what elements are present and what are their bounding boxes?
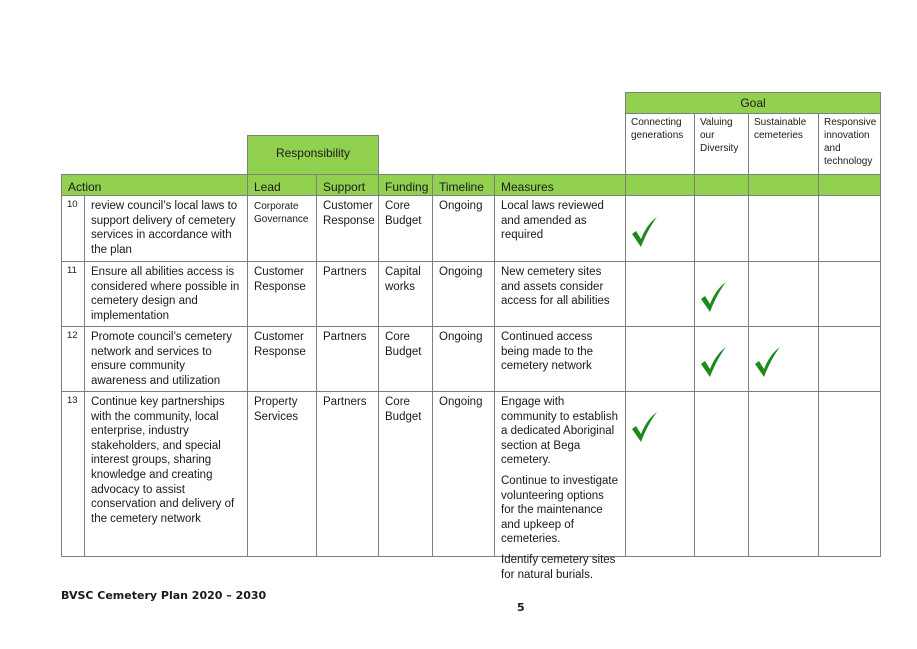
- row-goal-1: [625, 326, 695, 392]
- row-goal-2: [694, 391, 749, 557]
- row-lead: Corporate Governance: [247, 195, 317, 262]
- row-lead: Customer Response: [247, 326, 317, 392]
- col-goal-3: [748, 174, 819, 196]
- row-number: 10: [61, 195, 85, 262]
- row-number: 12: [61, 326, 85, 392]
- row-timeline: Ongoing: [432, 195, 495, 262]
- measure-text: New cemetery sites and assets consider access for all abilities: [501, 266, 610, 308]
- measure-text: Engage with community to establish a dedicated Aboriginal section at Bega cemetery.: [501, 396, 618, 467]
- row-goal-2: [694, 195, 749, 262]
- measure-text: Continue to investigate volunteering options for the maintenance and upkeep of cemeteries.: [501, 474, 618, 546]
- row-goal-4: [818, 261, 881, 327]
- responsibility-header: Responsibility: [247, 135, 379, 175]
- row-support: Partners: [316, 326, 379, 392]
- goal-header: Goal: [625, 92, 881, 114]
- col-support: Support: [316, 174, 379, 196]
- goal-responsive-innovation: Responsive innovation and technology: [818, 113, 881, 175]
- row-measures: [494, 326, 626, 392]
- row-timeline: Ongoing: [432, 261, 495, 327]
- row-goal-4: [818, 195, 881, 262]
- row-number: 13: [61, 391, 85, 557]
- row-action: Promote council’s cemetery network and services to ensure community awareness and utilization: [84, 326, 248, 392]
- row-support: Partners: [316, 391, 379, 557]
- col-goal-1: [625, 174, 695, 196]
- col-goal-4: [818, 174, 881, 196]
- row-lead: Customer Response: [247, 261, 317, 327]
- row-funding: Core Budget: [378, 195, 433, 262]
- row-timeline: Ongoing: [432, 326, 495, 392]
- row-funding: Core Budget: [378, 391, 433, 557]
- row-funding: Capital works: [378, 261, 433, 327]
- col-funding: Funding: [378, 174, 433, 196]
- row-goal-4: [818, 391, 881, 557]
- row-timeline: Ongoing: [432, 391, 495, 557]
- row-goal-3: [748, 195, 819, 262]
- row-action: review council’s local laws to support delivery of cemetery services in accordance with the plan: [84, 195, 248, 262]
- row-number: 11: [61, 261, 85, 327]
- checkmark-icon: [699, 346, 727, 378]
- goal-sustainable-cemeteries: Sustainable cemeteries: [748, 113, 819, 175]
- col-timeline: Timeline: [432, 174, 495, 196]
- row-action: Ensure all abilities access is considered where possible in cemetery design and implementation: [84, 261, 248, 327]
- row-goal-3: [748, 391, 819, 557]
- row-support: Partners: [316, 261, 379, 327]
- col-action: Action: [61, 174, 248, 196]
- row-funding: Core Budget: [378, 326, 433, 392]
- row-goal-4: [818, 326, 881, 392]
- goal-valuing-diversity: Valuing our Diversity: [694, 113, 749, 175]
- measure-text: Identify cemetery sites for natural burials.: [501, 553, 616, 581]
- row-goal-1: [625, 261, 695, 327]
- checkmark-icon: [630, 411, 658, 443]
- page-number: 5: [517, 601, 525, 614]
- checkmark-icon: [699, 281, 727, 313]
- col-measures: Measures: [494, 174, 626, 196]
- row-measures: [494, 195, 626, 262]
- checkmark-icon: [630, 216, 658, 248]
- row-support: Customer Response: [316, 195, 379, 262]
- goal-connecting-generations: Connecting generations: [625, 113, 695, 175]
- col-goal-2: [694, 174, 749, 196]
- row-measures: [494, 261, 626, 327]
- measure-text: Local laws reviewed and amended as required: [501, 200, 604, 242]
- col-lead: Lead: [247, 174, 317, 196]
- checkmark-icon: [753, 346, 781, 378]
- row-action: Continue key partnerships with the community, local enterprise, industry stakeholders, and special interest groups, sharing knowledge and creating advocacy to assist conservation and delivery of the cemetery network: [84, 391, 248, 557]
- footer-title: BVSC Cemetery Plan 2020 – 2030: [61, 589, 267, 602]
- row-measures: [494, 391, 626, 581]
- measure-text: Continued access being made to the cemetery network: [501, 331, 594, 373]
- row-goal-3: [748, 261, 819, 327]
- row-lead: Property Services: [247, 391, 317, 557]
